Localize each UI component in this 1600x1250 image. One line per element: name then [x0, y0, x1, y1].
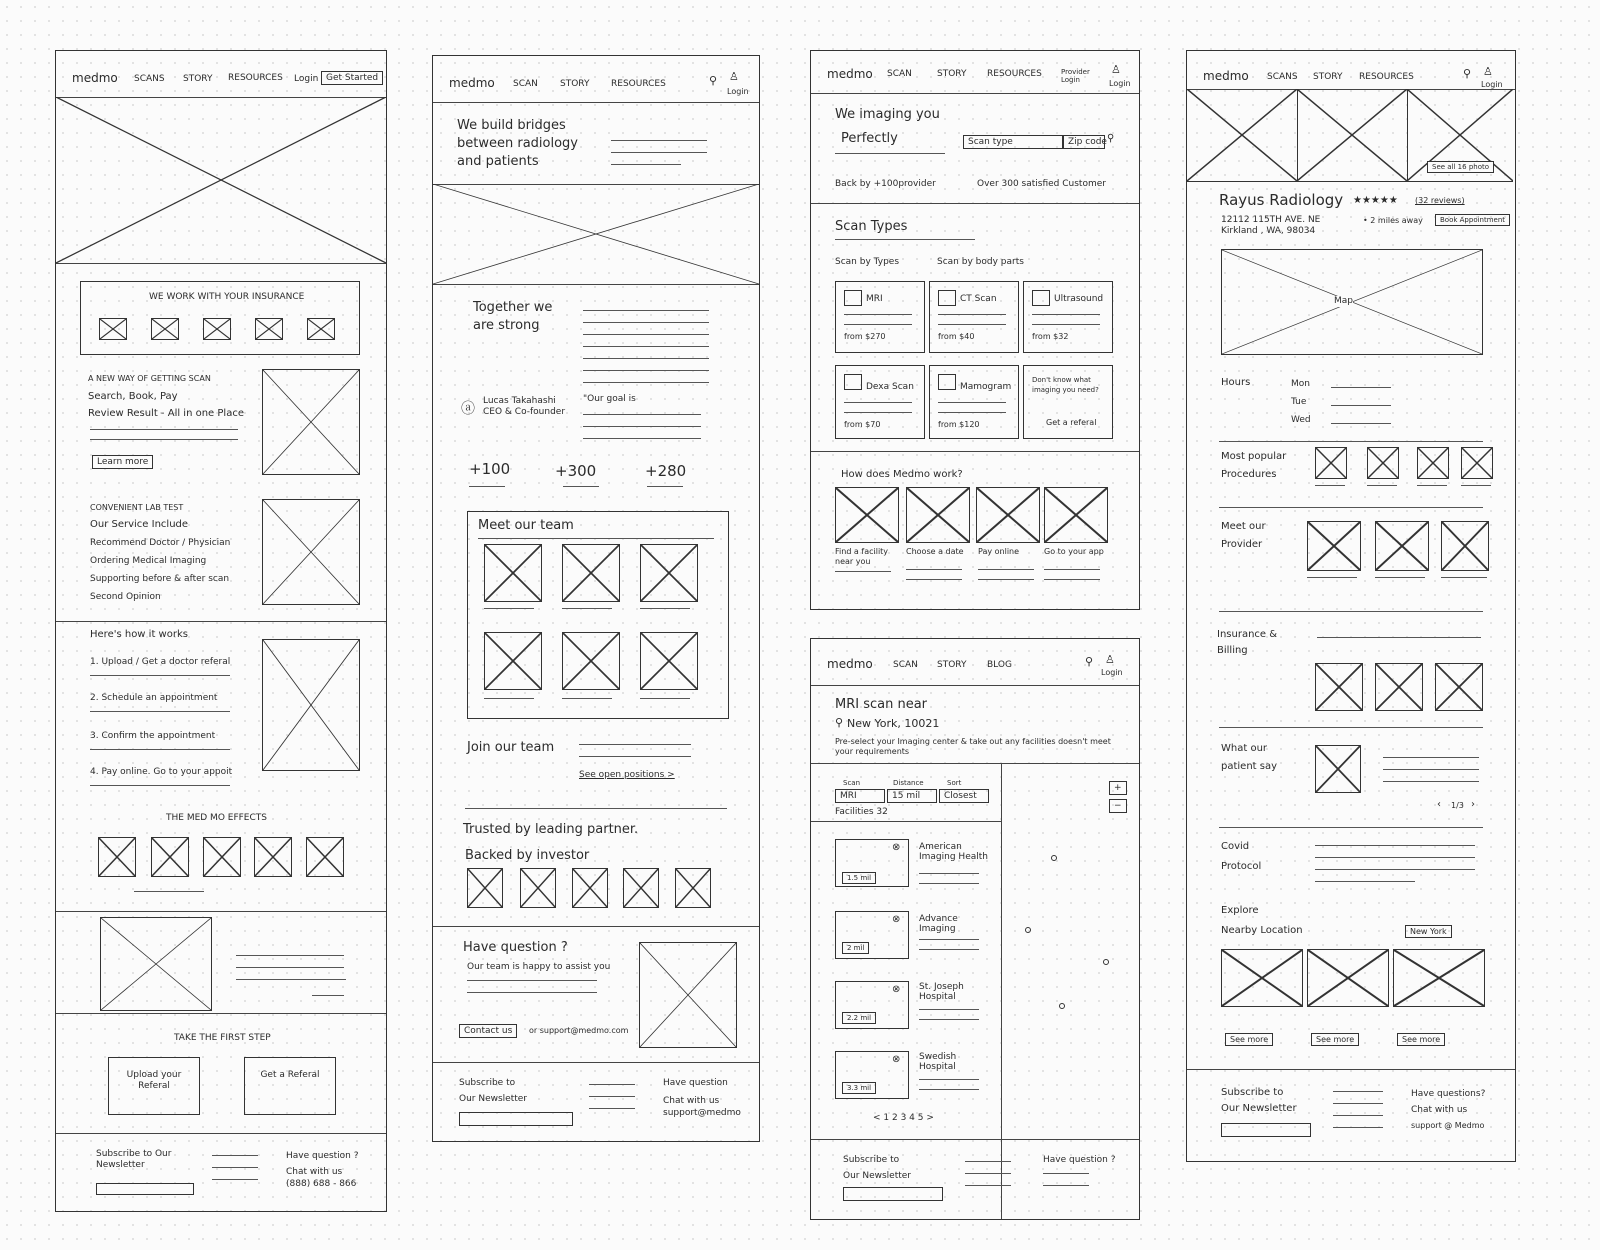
- city-select[interactable]: New York: [1405, 925, 1452, 938]
- newsletter-input[interactable]: [96, 1183, 194, 1195]
- nav-resources[interactable]: RESOURCES: [228, 73, 283, 83]
- how-step: 3. Confirm the appointment: [90, 731, 216, 741]
- facility-image[interactable]: [835, 1051, 909, 1099]
- lab-image: [262, 499, 360, 605]
- hero-image: [56, 97, 386, 263]
- satisfied-customers: Over 300 satisfied Customer: [977, 179, 1106, 189]
- hero-line2: between radiology: [457, 136, 578, 151]
- how-title: How does Medmo work?: [841, 469, 963, 480]
- facility-image[interactable]: [835, 911, 909, 959]
- covid-line1: Covid: [1221, 841, 1250, 852]
- hours-day: Mon: [1291, 379, 1310, 389]
- hero-line2: Perfectly: [841, 131, 898, 146]
- partner-logo: [623, 868, 659, 908]
- scan-icon: [938, 374, 956, 390]
- map[interactable]: [1221, 249, 1483, 355]
- scan-price: from $70: [844, 420, 881, 429]
- book-appointment-button[interactable]: Book Appointment: [1435, 214, 1510, 226]
- address-line2: Kirkland , WA, 98034: [1221, 226, 1316, 236]
- zip-code-input[interactable]: Zip code: [1063, 135, 1105, 149]
- footer-email[interactable]: support @ Medmo: [1411, 1121, 1485, 1130]
- step-image: [1044, 487, 1108, 543]
- footer-question: Have question ?: [286, 1151, 359, 1161]
- results-description: Pre-select your Imaging center & take out any facilities doesn't meet your requirements: [835, 737, 1111, 757]
- facility-name[interactable]: Swedish Hospital: [919, 1052, 957, 1072]
- search-icon[interactable]: ⚲: [1463, 67, 1472, 80]
- partner-logo: [675, 868, 711, 908]
- nav-resources[interactable]: RESOURCES: [987, 69, 1042, 79]
- founder-name: Lucas Takahashi: [483, 396, 556, 406]
- lab-item: Ordering Medical Imaging: [90, 556, 207, 566]
- newsletter-input[interactable]: [459, 1112, 573, 1126]
- how-step: 2. Schedule an appointment: [90, 693, 218, 703]
- unknown-scan-card[interactable]: [1023, 365, 1113, 439]
- team-box: [467, 511, 729, 719]
- nav-story[interactable]: STORY: [560, 79, 590, 89]
- footer-phone[interactable]: (888) 688 - 866: [286, 1179, 357, 1189]
- how-step: 4. Pay online. Go to your appoit: [90, 767, 233, 777]
- footer-question: Have question: [663, 1078, 728, 1088]
- user-icon[interactable]: ♙: [729, 70, 739, 83]
- insurance-line1: Insurance &: [1217, 629, 1278, 640]
- scan-type-select[interactable]: Scan type: [963, 135, 1063, 149]
- see-all-photos-button[interactable]: See all 16 photo: [1427, 161, 1494, 173]
- step-label: Pay online: [978, 547, 1020, 556]
- patient-photo: [1315, 745, 1361, 793]
- filter-sort-select[interactable]: Closest: [939, 789, 989, 803]
- nav-story[interactable]: STORY: [937, 660, 967, 670]
- insurance-logo: [151, 318, 179, 340]
- close-icon[interactable]: ⊗: [892, 842, 901, 853]
- insurance-logo: [99, 318, 127, 340]
- facility-name: Rayus Radiology: [1219, 191, 1344, 209]
- testimonial-image: [100, 917, 212, 1011]
- scan-icon: [844, 290, 862, 306]
- search-icon[interactable]: ⚲: [709, 74, 718, 87]
- step-image: [835, 487, 899, 543]
- pagination[interactable]: < 1 2 3 4 5 >: [873, 1113, 934, 1123]
- see-more-button[interactable]: See more: [1397, 1033, 1445, 1046]
- insurance-logo: [307, 318, 335, 340]
- founder-quote: "Our goal is: [583, 394, 636, 404]
- insurance-logo: [1435, 663, 1483, 711]
- get-referral-link[interactable]: Get a referal: [1046, 418, 1097, 427]
- footer-chat[interactable]: Chat with us: [286, 1167, 343, 1177]
- newsletter-line1: Subscribe to: [459, 1078, 516, 1088]
- scan-name: Dexa Scan: [866, 382, 914, 392]
- team-photo: [484, 544, 542, 602]
- insurance-line2: Billing: [1217, 645, 1248, 656]
- footer-chat[interactable]: Chat with us: [1411, 1105, 1468, 1115]
- step-label: Choose a date: [906, 547, 964, 556]
- lab-item: Recommend Doctor / Physician: [90, 538, 231, 548]
- logo[interactable]: medmo: [827, 67, 873, 81]
- distance: • 2 miles away: [1363, 216, 1423, 225]
- scan-icon: [938, 290, 956, 306]
- nearby-location-image[interactable]: [1221, 949, 1303, 1007]
- avatar-icon: ⓐ: [461, 401, 475, 417]
- first-step-title: TAKE THE FIRST STEP: [174, 1033, 271, 1043]
- logo[interactable]: medmo: [449, 76, 495, 90]
- nav-resources[interactable]: RESOURCES: [1359, 72, 1414, 82]
- map-marker[interactable]: [1103, 959, 1109, 965]
- footer-question: Have questions?: [1411, 1089, 1486, 1099]
- patients-line1: What our: [1221, 743, 1268, 754]
- footer-question: Have question ?: [1043, 1155, 1116, 1165]
- nav-login[interactable]: Login: [1109, 79, 1131, 88]
- nav-blog[interactable]: BLOG: [987, 660, 1012, 670]
- newsletter-input[interactable]: [843, 1187, 943, 1201]
- nav-provider-login[interactable]: Provider Login: [1061, 68, 1090, 84]
- nav-story[interactable]: STORY: [937, 69, 967, 79]
- filter-scan-label: Scan: [843, 779, 861, 787]
- nearby-location-image[interactable]: [1307, 949, 1389, 1007]
- nav-login[interactable]: Login: [294, 74, 319, 84]
- scan-price: from $40: [938, 332, 975, 341]
- feature-image: [262, 369, 360, 475]
- provider-line1: Meet our: [1221, 521, 1266, 532]
- join-title: Join our team: [467, 740, 555, 755]
- footer-chat[interactable]: Chat with us: [663, 1096, 720, 1106]
- zoom-out-button[interactable]: −: [1109, 799, 1127, 813]
- team-title: Meet our team: [478, 518, 574, 533]
- new-way-line1: Search, Book, Pay: [88, 391, 178, 402]
- provider-line2: Provider: [1221, 539, 1263, 550]
- close-icon[interactable]: ⊗: [892, 984, 901, 995]
- wireframe-scans: [810, 50, 1140, 610]
- wireframe-story: [432, 55, 760, 1142]
- get-referral-label: Get a Referal: [260, 1070, 320, 1080]
- scan-card-dexa[interactable]: [835, 365, 925, 439]
- map-marker[interactable]: [1059, 1003, 1065, 1009]
- filter-distance-label: Distance: [893, 779, 924, 787]
- lab-kicker: CONVENIENT LAB TEST: [90, 503, 184, 512]
- effects-title: THE MED MO EFFECTS: [166, 813, 267, 823]
- facility-name[interactable]: St. Joseph Hospital: [919, 982, 964, 1002]
- user-icon[interactable]: ♙: [1483, 65, 1493, 78]
- hero-image: [433, 184, 759, 284]
- team-photo: [562, 544, 620, 602]
- open-positions-link[interactable]: See open positions >: [579, 770, 675, 780]
- how-image: [262, 639, 360, 771]
- partner-logo: [520, 868, 556, 908]
- get-started-button[interactable]: Get Started: [321, 71, 383, 85]
- newsletter-label: Subscribe to Our Newsletter: [96, 1149, 172, 1171]
- nearby-location-image[interactable]: [1393, 949, 1485, 1007]
- upload-referral-button[interactable]: [108, 1057, 200, 1115]
- patients-line2: patient say: [1221, 761, 1278, 772]
- close-icon[interactable]: ⊗: [892, 914, 901, 925]
- upload-referral-label: Upload your Referal: [126, 1070, 182, 1092]
- nav-scan[interactable]: SCAN: [893, 660, 918, 670]
- map-marker[interactable]: [1025, 927, 1031, 933]
- scan-icon: [844, 374, 862, 390]
- lab-item: Second Opinion: [90, 592, 161, 602]
- nav-login[interactable]: Login: [1481, 80, 1503, 89]
- insurance-logo: [1375, 663, 1423, 711]
- wireframe-home: [55, 50, 387, 1212]
- scan-name: Ultrasound: [1054, 294, 1104, 304]
- team-photo: [640, 544, 698, 602]
- results-location: New York, 10021: [847, 717, 940, 730]
- zoom-in-button[interactable]: +: [1109, 781, 1127, 795]
- newsletter-line2: Our Newsletter: [843, 1171, 912, 1181]
- map-label: Map: [1334, 296, 1353, 306]
- contact-email[interactable]: or support@medmo.com: [529, 1026, 629, 1035]
- user-icon[interactable]: ♙: [1105, 653, 1115, 666]
- scan-price: from $270: [844, 332, 886, 341]
- map-marker[interactable]: [1051, 855, 1057, 861]
- scan-name: CT Scan: [960, 294, 997, 304]
- wireframe-search: [810, 638, 1140, 1220]
- contact-image: [639, 942, 737, 1048]
- logo[interactable]: medmo: [1203, 69, 1249, 83]
- insurance-logo: [255, 318, 283, 340]
- step-image: [976, 487, 1040, 543]
- backed-by: Back by +100provider: [835, 179, 936, 189]
- effect-image: [151, 837, 189, 877]
- contact-subtitle: Our team is happy to assist you: [467, 962, 611, 972]
- facility-distance: 1.5 mil: [842, 872, 876, 884]
- search-icon[interactable]: ⚲: [1085, 655, 1094, 668]
- gallery-photo[interactable]: [1297, 89, 1408, 182]
- hours-day: Tue: [1291, 397, 1307, 407]
- popular-line1: Most popular: [1221, 451, 1287, 462]
- how-title: Here's how it works: [90, 629, 188, 640]
- scan-name: Mamogram: [960, 382, 1012, 392]
- scan-card-ct[interactable]: [929, 281, 1019, 353]
- tab-scan-by-types[interactable]: Scan by Types: [835, 257, 900, 267]
- together-line2: are strong: [473, 318, 540, 333]
- nav-story[interactable]: STORY: [183, 74, 213, 84]
- insurance-logo: [1315, 663, 1363, 711]
- procedure-image[interactable]: [1417, 447, 1449, 479]
- filter-distance-select[interactable]: 15 mil: [887, 789, 937, 803]
- nav-scan[interactable]: SCAN: [887, 69, 912, 79]
- provider-photo[interactable]: [1375, 521, 1429, 571]
- insurance-logo: [203, 318, 231, 340]
- search-icon[interactable]: ⚲: [1107, 133, 1115, 144]
- newsletter-line1: Subscribe to: [843, 1155, 900, 1165]
- new-way-kicker: A NEW WAY OF GETTING SCAN: [88, 374, 211, 383]
- team-photo: [640, 632, 698, 690]
- new-way-line2: Review Result - All in one Place: [88, 408, 244, 419]
- facility-image[interactable]: [835, 839, 909, 887]
- facility-distance: 3.3 mil: [842, 1082, 876, 1094]
- gallery-photo[interactable]: [1187, 89, 1298, 182]
- scan-price: from $120: [938, 420, 980, 429]
- results-title: MRI scan near: [835, 697, 928, 712]
- see-more-button[interactable]: See more: [1225, 1033, 1273, 1046]
- facility-image[interactable]: [835, 981, 909, 1029]
- hero-line1: We build bridges: [457, 118, 566, 133]
- partners-line2: Backed by investor: [465, 848, 590, 863]
- insurance-title: WE WORK WITH YOUR INSURANCE: [149, 292, 305, 302]
- newsletter-line1: Subscribe to: [1221, 1087, 1284, 1098]
- get-referral-button[interactable]: [244, 1057, 336, 1115]
- close-icon[interactable]: ⊗: [892, 1054, 901, 1065]
- logo[interactable]: medmo: [827, 657, 873, 671]
- scan-card-ultrasound[interactable]: [1023, 281, 1113, 353]
- chevron-right-icon[interactable]: ›: [1471, 799, 1475, 810]
- chevron-left-icon[interactable]: ‹: [1437, 799, 1441, 810]
- lab-item: Supporting before & after scan: [90, 574, 230, 584]
- rating-stars: ★★★★★: [1353, 195, 1398, 206]
- logo[interactable]: medmo: [72, 71, 118, 85]
- hours-title: Hours: [1221, 377, 1251, 388]
- team-photo: [484, 632, 542, 690]
- see-more-button[interactable]: See more: [1311, 1033, 1359, 1046]
- explore-title: Explore: [1221, 905, 1259, 916]
- provider-photo[interactable]: [1441, 521, 1489, 571]
- effect-image: [306, 837, 344, 877]
- insurance-box: [80, 281, 360, 355]
- nav-resources[interactable]: RESOURCES: [611, 79, 666, 89]
- lab-title: Our Service Include: [90, 519, 189, 530]
- facility-distance: 2 mil: [842, 942, 869, 954]
- filter-sort-label: Sort: [947, 779, 962, 787]
- founder-role: CEO & Co-founder: [483, 407, 566, 417]
- step-label: Find a facility near you: [835, 547, 889, 566]
- contact-title: Have question ?: [463, 940, 568, 955]
- stat-value: +100: [469, 460, 511, 478]
- team-photo: [562, 632, 620, 690]
- nav-scans[interactable]: SCANS: [134, 74, 165, 84]
- tab-scan-by-body-parts[interactable]: Scan by body parts: [937, 257, 1024, 267]
- effect-image: [98, 837, 136, 877]
- hours-day: Wed: [1291, 415, 1311, 425]
- nav-scan[interactable]: SCAN: [513, 79, 538, 89]
- nav-login[interactable]: Login: [727, 87, 749, 96]
- effect-image: [203, 837, 241, 877]
- scan-name: MRI: [866, 294, 883, 304]
- procedure-image[interactable]: [1315, 447, 1347, 479]
- facility-distance: 2.2 mil: [842, 1012, 876, 1024]
- partner-logo: [572, 868, 608, 908]
- unknown-line1: Don't know what: [1032, 376, 1091, 384]
- together-line1: Together we: [473, 300, 553, 315]
- stat-value: +300: [555, 462, 597, 480]
- user-icon[interactable]: ♙: [1111, 63, 1121, 76]
- procedure-image[interactable]: [1461, 447, 1493, 479]
- filter-scan-select[interactable]: MRI: [835, 789, 885, 803]
- wireframe-facility: [1186, 50, 1516, 1162]
- effect-image: [254, 837, 292, 877]
- scan-card-mri[interactable]: [835, 281, 925, 353]
- covid-line2: Protocol: [1221, 861, 1262, 872]
- facilities-count: Facilities 32: [835, 807, 888, 817]
- unknown-line2: imaging you need?: [1032, 386, 1099, 394]
- facility-name[interactable]: Advance Imaging: [919, 914, 958, 934]
- contact-us-button[interactable]: Contact us: [459, 1024, 517, 1038]
- partners-line1: Trusted by leading partner.: [463, 822, 639, 837]
- partner-logo: [467, 868, 503, 908]
- nav-story[interactable]: STORY: [1313, 72, 1343, 82]
- hero-line3: and patients: [457, 154, 539, 169]
- how-step: 1. Upload / Get a doctor referal: [90, 657, 231, 667]
- footer-email[interactable]: support@medmo: [663, 1108, 741, 1118]
- testimonial-pager[interactable]: 1/3: [1451, 801, 1464, 810]
- nav-scans[interactable]: SCANS: [1267, 72, 1298, 82]
- step-label: Go to your app: [1044, 547, 1104, 556]
- newsletter-input[interactable]: [1221, 1123, 1311, 1137]
- hero-line1: We imaging you: [835, 107, 940, 122]
- scan-types-title: Scan Types: [835, 219, 908, 234]
- learn-more-button[interactable]: Learn more: [92, 455, 153, 469]
- scan-price: from $32: [1032, 332, 1069, 341]
- facility-name[interactable]: American Imaging Health: [919, 842, 988, 862]
- nearby-title: Nearby Location: [1221, 925, 1303, 936]
- step-image: [906, 487, 970, 543]
- scan-card-mamogram[interactable]: [929, 365, 1019, 439]
- popular-line2: Procedures: [1221, 469, 1277, 480]
- newsletter-line2: Our Newsletter: [1221, 1103, 1297, 1114]
- location-pin-icon: ⚲: [835, 716, 844, 729]
- procedure-image[interactable]: [1367, 447, 1399, 479]
- stat-value: +280: [645, 462, 687, 480]
- list-map-divider: [1001, 763, 1002, 1219]
- reviews-link[interactable]: (32 reviews): [1415, 196, 1465, 205]
- scan-icon: [1032, 290, 1050, 306]
- address-line1: 12112 115TH AVE. NE: [1221, 215, 1321, 225]
- newsletter-line2: Our Newsletter: [459, 1094, 528, 1104]
- provider-photo[interactable]: [1307, 521, 1361, 571]
- nav-login[interactable]: Login: [1101, 668, 1123, 677]
